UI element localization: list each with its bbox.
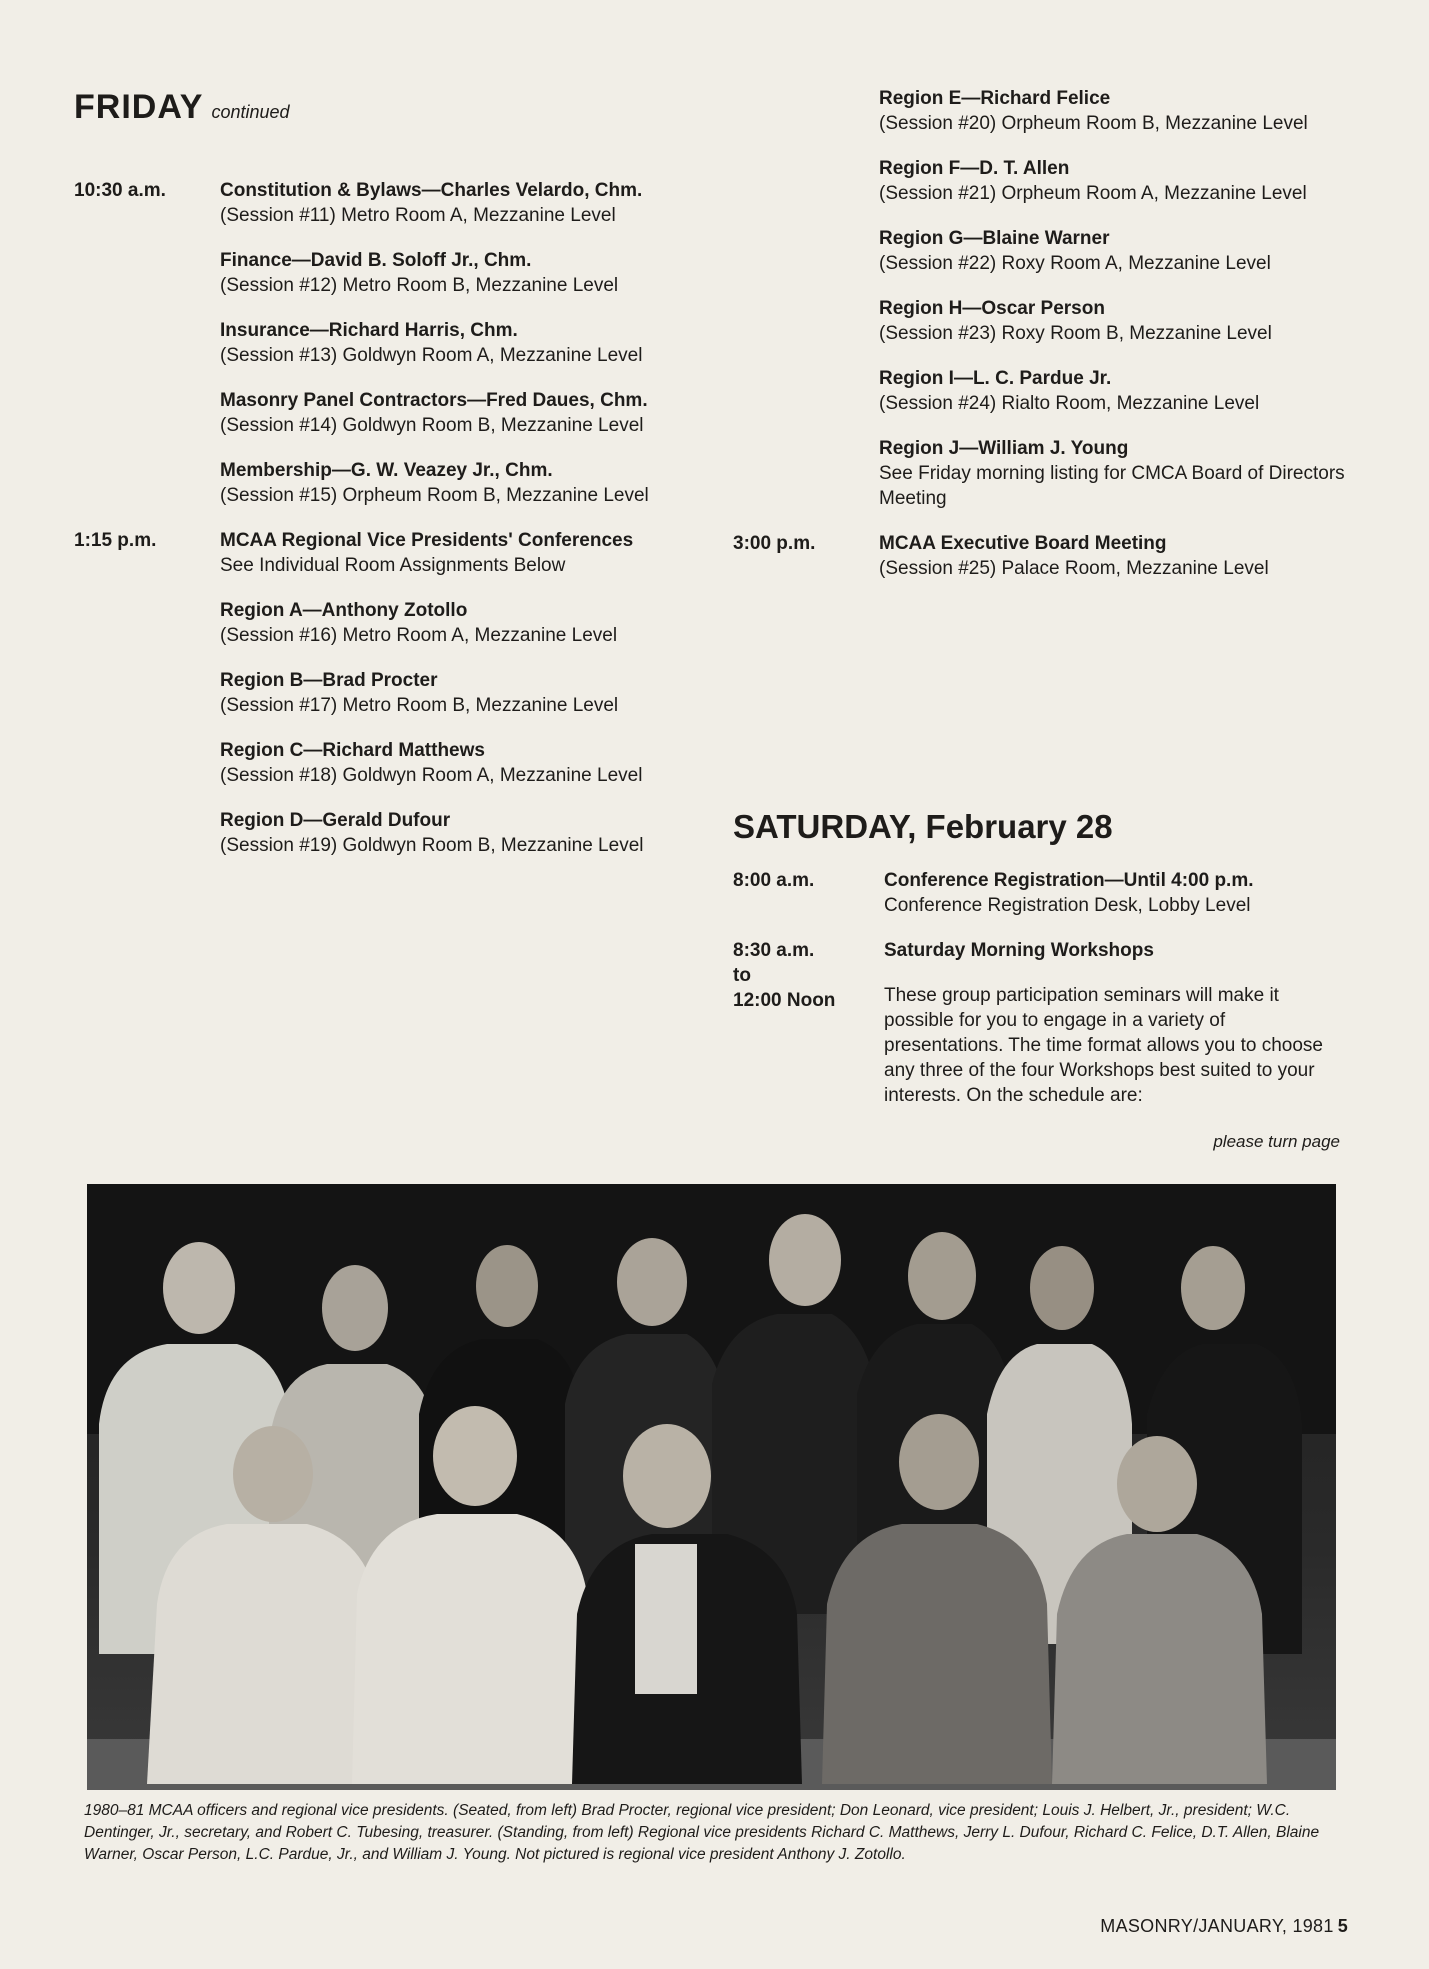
session-detail: (Session #21) Orpheum Room A, Mezzanine Level [879,183,1307,204]
session-title: MCAA Executive Board Meeting [879,533,1167,554]
session-detail: (Session #19) Goldwyn Room B, Mezzanine Level [220,835,644,856]
slot-entries [879,86,1353,531]
session-entry [879,436,1353,511]
session-detail: (Session #16) Metro Room A, Mezzanine Level [220,625,618,646]
session-title: Constitution & Bylaws—Charles Velardo, Chm. [220,180,643,201]
session-entry [220,528,694,578]
slot-time [733,86,879,531]
session-entry [220,738,694,788]
page-number: 5 [1337,1916,1348,1936]
session-detail: (Session #22) Roxy Room A, Mezzanine Level [879,253,1271,274]
session-entry [879,366,1353,416]
slot-time: 1:15 p.m. [74,530,157,551]
session-entry [879,531,1353,581]
session-title: Region E—Richard Felice [879,88,1111,109]
session-entry [879,226,1353,276]
session-title: Region J—William J. Young [879,438,1129,459]
photograph-image [87,1184,1336,1790]
time-slot [733,531,1353,601]
slot-entries [220,178,694,528]
workshops-time-start: 8:30 a.m. [733,940,815,961]
time-slot [733,86,1353,531]
registration-row [733,868,1343,918]
continued-label: continued [211,102,290,122]
session-detail: See Friday morning listing for CMCA Board of Directors Meeting [879,463,1345,509]
group-photograph [87,1184,1336,1790]
session-entry [220,388,694,438]
session-title: Region D—Gerald Dufour [220,810,451,831]
session-detail: See Individual Room Assignments Below [220,555,566,576]
schedule-left-column [74,178,694,878]
session-title: Region B—Brad Procter [220,670,438,691]
session-detail: (Session #11) Metro Room A, Mezzanine Level [220,205,616,226]
session-title: Region G—Blaine Warner [879,228,1110,249]
session-detail: (Session #12) Metro Room B, Mezzanine Level [220,275,619,296]
session-detail: (Session #18) Goldwyn Room A, Mezzanine Level [220,765,643,786]
session-detail: (Session #15) Orpheum Room B, Mezzanine Level [220,485,649,506]
turn-page-note: please turn page [1213,1132,1340,1151]
session-entry [220,668,694,718]
workshops-title: Saturday Morning Workshops [884,940,1154,961]
session-entry [879,86,1353,136]
slot-time: 3:00 p.m. [733,533,816,554]
workshops-row [733,938,1343,1108]
saturday-schedule [733,868,1343,1108]
saturday-heading: SATURDAY, February 28 [733,808,1113,845]
session-entry [879,156,1353,206]
session-detail: (Session #24) Rialto Room, Mezzanine Level [879,393,1260,414]
session-entry [220,808,694,858]
registration-body [884,868,1343,918]
slot-entries [220,528,694,878]
session-detail: (Session #17) Metro Room B, Mezzanine Level [220,695,619,716]
page-footer [1060,1916,1348,1937]
session-entry [220,248,694,298]
session-title: Region F—D. T. Allen [879,158,1070,179]
session-entry [879,296,1353,346]
schedule-right-column [733,86,1353,601]
friday-heading [74,88,290,127]
workshops-body [884,938,1343,1108]
session-title: Masonry Panel Contractors—Fred Daues, Chm. [220,390,648,411]
slot-time: 10:30 a.m. [74,180,166,201]
session-entry [220,458,694,508]
session-title: Membership—G. W. Veazey Jr., Chm. [220,460,553,481]
session-detail: (Session #13) Goldwyn Room A, Mezzanine Level [220,345,643,366]
registration-detail: Conference Registration Desk, Lobby Level [884,895,1251,916]
publication-name: MASONRY/JANUARY, 1981 [1100,1916,1334,1936]
registration-time: 8:00 a.m. [733,870,815,891]
time-slot [74,178,694,528]
day-title: FRIDAY [74,88,204,126]
session-title: Insurance—Richard Harris, Chm. [220,320,518,341]
session-detail: (Session #20) Orpheum Room B, Mezzanine Level [879,113,1308,134]
session-entry [220,178,694,228]
slot-entries [879,531,1353,601]
session-entry [220,318,694,368]
session-title: Region A—Anthony Zotollo [220,600,468,621]
session-entry [220,598,694,648]
photo-caption: 1980–81 MCAA officers and regional vice presidents. (Seated, from left) Brad Procter, regional vice president; Don Leonard, vice president; Louis J. Helbert, Jr., president; W.C. Dentinger, Jr., secretary, and Robert C. Tubesing, treasurer. (Standing, from left) Regional vice presidents Richard C. Matthews, Jerry L. Dufour, Richard C. Felice, D.T. Allen, Blaine Warner, Oscar Person, L.C. Pardue, Jr., and William J. Young. Not pictured is regional vice president Anthony J. Zotollo. [84,1802,1320,1863]
session-detail: (Session #14) Goldwyn Room B, Mezzanine Level [220,415,644,436]
session-title: Region C—Richard Matthews [220,740,485,761]
workshops-time [733,938,884,1108]
session-title: Region I—L. C. Pardue Jr. [879,368,1112,389]
workshops-description: These group participation seminars will make it possible for you to engage in a variety of presentations. The time format allows you to choose any three of the four Workshops best suited to your interests. On the schedule are: [884,985,1323,1106]
session-title: Region H—Oscar Person [879,298,1105,319]
workshops-time-end: 12:00 Noon [733,990,836,1011]
workshops-time-to: to [733,965,751,986]
session-detail: (Session #23) Roxy Room B, Mezzanine Level [879,323,1272,344]
session-title: Finance—David B. Soloff Jr., Chm. [220,250,532,271]
session-detail: (Session #25) Palace Room, Mezzanine Level [879,558,1269,579]
session-title: MCAA Regional Vice Presidents' Conferences [220,530,634,551]
time-slot [74,528,694,878]
registration-title: Conference Registration—Until 4:00 p.m. [884,870,1254,891]
